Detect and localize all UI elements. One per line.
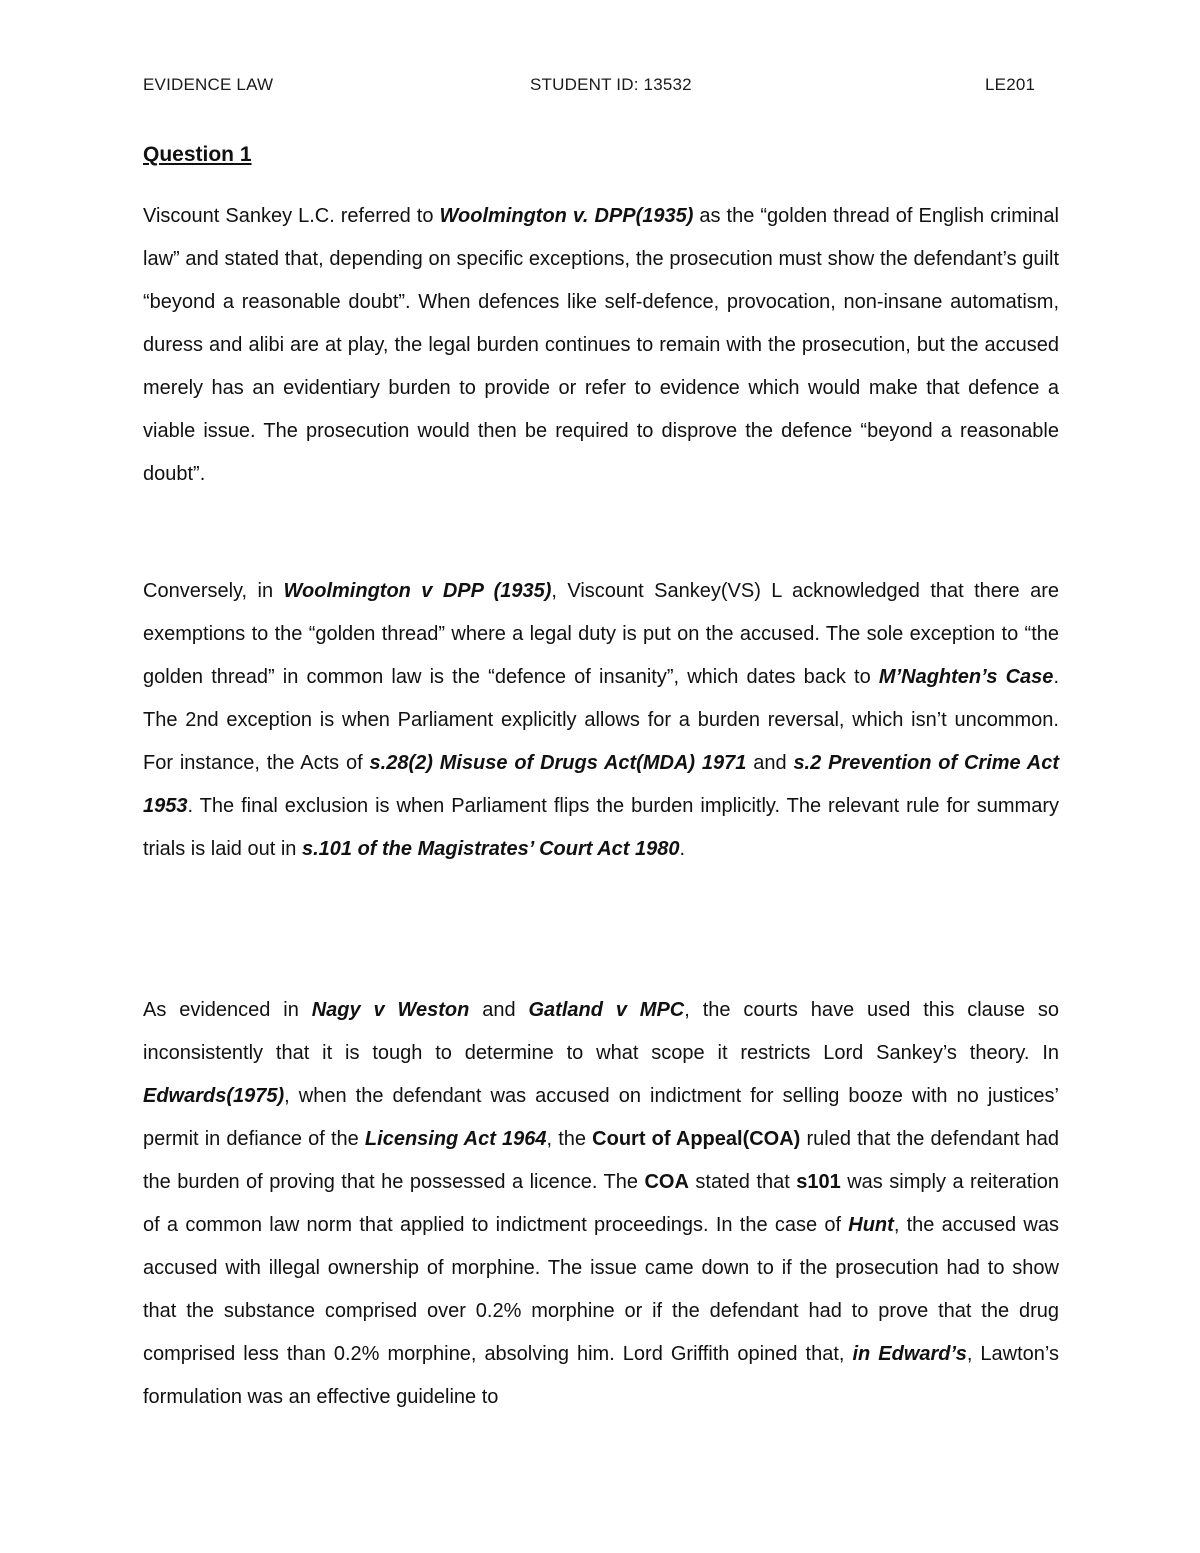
text-run: . The 2nd exception is when Parliament explicitly allows for a burden reversal, which isn’t uncommon. For instance, the Acts of (143, 666, 1059, 774)
text-run: . The final exclusion is when Parliament flips the burden implicitly. The relevant rule for summary trials is laid out in (143, 795, 1059, 860)
text-run: , Lawton’s formulation was an effective guideline to (143, 1343, 1060, 1408)
case-citation: M’Naghten’s Case (878, 666, 1054, 688)
text-run: as the “golden thread of English criminal law” and stated that, depending on specific exceptions, the prosecution must show the defendant’s guilt “beyond a reasonable doubt”. When defences like self-defence, provocation, non-insane automatism, duress and alibi are at play, the legal burden continues to remain with the prosecution, but the accused merely has an evidentiary burden to provide or refer to evidence which would make that defence a viable issue. The prosecution would then be required to disprove the defence “beyond a reasonable doubt”. (143, 205, 1059, 485)
text-run: , Viscount Sankey(VS) L acknowledged that there are exemptions to the “golden thread” where a legal duty is put on the accused. The sole exception to “the golden thread” in common law is the “defence of insanity”, which dates back to (143, 580, 1059, 688)
case-citation: Hunt (848, 1214, 894, 1236)
text-run: and (746, 752, 794, 774)
text-run: , the courts have used this clause so inconsistently that it is tough to determine to what scope it restricts Lord Sankey’s theory. In (143, 999, 1060, 1064)
text-run: stated that (688, 1171, 797, 1193)
paragraph-1 (143, 195, 1059, 496)
paragraph-2 (143, 570, 1059, 871)
statute-citation: s.2 Prevention of Crime Act 1953 (143, 752, 1059, 817)
case-citation: Woolmington v DPP (1935) (283, 580, 552, 602)
bold-term: Court of Appeal(COA) (592, 1128, 801, 1150)
text-run: ruled that the defendant had the burden of proving that he possessed a licence. The (143, 1128, 1060, 1193)
bold-term: COA (644, 1171, 689, 1193)
statute-citation: Licensing Act 1964 (364, 1128, 547, 1150)
question-heading: Question 1 (143, 143, 252, 166)
case-citation: in Edward’s (852, 1343, 967, 1365)
text-run: was simply a reiteration of a common law norm that applied to indictment proceedings. In the case of (143, 1171, 1059, 1236)
text-run: , when the defendant was accused on indictment for selling booze with no justices’ permit in defiance of the (143, 1085, 1059, 1150)
header-student-id: STUDENT ID: 13532 (530, 75, 692, 94)
text-run: , the accused was accused with illegal ownership of morphine. The issue came down to if the prosecution had to show that the substance comprised over 0.2% morphine or if the defendant had to prove that the drug comprised less than 0.2% morphine, absolving him. Lord Griffith opined that, (143, 1214, 1059, 1365)
statute-citation: s.28(2) Misuse of Drugs Act(MDA) 1971 (369, 752, 747, 774)
paragraph-3 (143, 989, 1059, 1419)
header-course-code: LE201 (985, 75, 1036, 94)
header-course-title: EVIDENCE LAW (143, 75, 274, 94)
case-citation: Nagy v Weston (311, 999, 470, 1021)
text-run: As evidenced in (143, 999, 312, 1021)
case-citation: Edwards(1975) (143, 1085, 285, 1107)
text-run: . (679, 838, 686, 860)
text-run: Conversely, in (143, 580, 284, 602)
case-citation: Woolmington v. DPP(1935) (439, 205, 694, 227)
bold-term: s101 (796, 1171, 841, 1193)
text-run: , the (546, 1128, 593, 1150)
case-citation: Gatland v MPC (528, 999, 685, 1021)
text-run: Viscount Sankey L.C. referred to (143, 205, 440, 227)
text-run: and (469, 999, 529, 1021)
statute-citation: s.101 of the Magistrates’ Court Act 1980 (301, 838, 680, 860)
